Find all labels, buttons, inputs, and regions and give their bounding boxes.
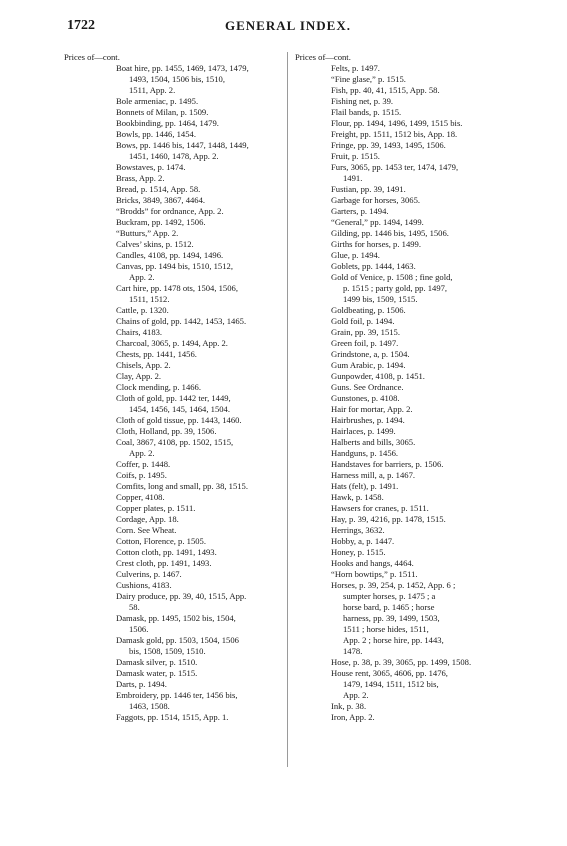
index-entry-line: 1463, 1508.	[129, 701, 170, 711]
index-entry-line: Hawk, p. 1458.	[331, 492, 384, 502]
index-entry	[64, 360, 282, 371]
index-entry-line: Gunstones, p. 4108.	[331, 393, 400, 403]
index-entry-line: Corn. See Wheat.	[116, 525, 177, 535]
index-entry	[295, 239, 523, 250]
index-entry-line: Chains of gold, pp. 1442, 1453, 1465.	[116, 316, 247, 326]
index-entry-line: Damask water, p. 1515.	[116, 668, 198, 678]
index-entry-line: Bows, pp. 1446 bis, 1447, 1448, 1449,	[116, 140, 249, 150]
index-entry-line: Grain, pp. 39, 1515.	[331, 327, 400, 337]
index-entry	[64, 96, 282, 107]
index-entry	[295, 96, 523, 107]
index-entry	[64, 63, 282, 96]
index-entry	[64, 283, 282, 305]
index-entry-line: Gum Arabic, p. 1494.	[331, 360, 406, 370]
index-entry-line: Brass, App. 2.	[116, 173, 165, 183]
index-entry	[64, 239, 282, 250]
index-entry	[295, 481, 523, 492]
index-entry	[295, 393, 523, 404]
index-entry	[64, 173, 282, 184]
index-entry	[64, 536, 282, 547]
index-entry	[295, 426, 523, 437]
index-entry-line: App. 2.	[129, 448, 155, 458]
index-entry-line: Charcoal, 3065, p. 1494, App. 2.	[116, 338, 228, 348]
page-title: GENERAL INDEX.	[225, 18, 351, 33]
index-entry	[295, 382, 523, 393]
index-entry-line: sumpter horses, p. 1475 ; a	[343, 591, 436, 601]
index-entry-line: Clock mending, p. 1466.	[116, 382, 201, 392]
index-entry	[64, 195, 282, 206]
index-entry-line: Hair for mortar, App. 2.	[331, 404, 413, 414]
index-entry-line: Bole armeniac, p. 1495.	[116, 96, 199, 106]
index-entry-line: Gold foil, p. 1494.	[331, 316, 395, 326]
index-entry-line: “Brodds” for ordnance, App. 2.	[116, 206, 224, 216]
index-entry-line: Fringe, pp. 39, 1493, 1495, 1506.	[331, 140, 446, 150]
index-entry-line: Horses, p. 39, 254, p. 1452, App. 6 ;	[331, 580, 456, 590]
index-entry-line: 1511, 1512.	[129, 294, 170, 304]
index-entry	[295, 316, 523, 327]
index-entry-line: Garters, p. 1494.	[331, 206, 389, 216]
index-entry	[64, 558, 282, 569]
index-entry-line: Comfits, long and small, pp. 38, 1515.	[116, 481, 249, 491]
index-entry-line: Hay, p. 39, 4216, pp. 1478, 1515.	[331, 514, 446, 524]
index-entry-line: Bread, p. 1514, App. 58.	[116, 184, 201, 194]
index-entry-line: Culverins, p. 1467.	[116, 569, 182, 579]
index-entry-line: Herrings, 3632.	[331, 525, 385, 535]
index-entry	[64, 184, 282, 195]
index-entry	[295, 569, 523, 580]
index-entry-line: Copper, 4108.	[116, 492, 165, 502]
index-entry-line: 1478.	[343, 646, 363, 656]
index-entry-line: Fustian, pp. 39, 1491.	[331, 184, 406, 194]
index-entry-line: Cotton, Florence, p. 1505.	[116, 536, 206, 546]
index-entry-line: Halberts and bills, 3065.	[331, 437, 416, 447]
index-entry	[64, 327, 282, 338]
index-entry	[64, 228, 282, 239]
index-entry	[64, 580, 282, 591]
index-entry-line: Crest cloth, pp. 1491, 1493.	[116, 558, 212, 568]
index-entry-line: Buckram, pp. 1492, 1506.	[116, 217, 206, 227]
index-entry-line: Coffer, p. 1448.	[116, 459, 171, 469]
index-entry	[64, 503, 282, 514]
index-entry-line: Gold of Venice, p. 1508 ; fine gold,	[331, 272, 453, 282]
index-entry-line: Chisels, App. 2.	[116, 360, 171, 370]
index-entry-line: harness, pp. 39, 1499, 1503,	[343, 613, 440, 623]
index-entry	[295, 327, 523, 338]
index-entry	[64, 459, 282, 470]
index-entry-line: Coifs, p. 1495.	[116, 470, 167, 480]
index-entry	[64, 492, 282, 503]
index-entry-line: Chests, pp. 1441, 1456.	[116, 349, 197, 359]
left-column	[64, 52, 282, 723]
index-entry	[295, 701, 523, 712]
index-entry-line: Cotton cloth, pp. 1491, 1493.	[116, 547, 217, 557]
column-heading: Prices of—cont.	[64, 52, 120, 62]
index-entry	[295, 206, 523, 217]
index-entry-line: Cloth, Holland, pp. 39, 1506.	[116, 426, 217, 436]
index-entry-line: Hose, p. 38, p. 39, 3065, pp. 1499, 1508.	[331, 657, 472, 667]
index-entry-line: Canvas, pp. 1494 bis, 1510, 1512,	[116, 261, 233, 271]
index-entry	[295, 415, 523, 426]
index-entry-line: “Fine glase,” p. 1515.	[331, 74, 406, 84]
index-entry-line: App. 2.	[129, 272, 155, 282]
index-entry	[295, 503, 523, 514]
index-entry	[64, 569, 282, 580]
index-entry	[295, 184, 523, 195]
index-entry-line: Cattle, p. 1320.	[116, 305, 169, 315]
index-entry-line: App. 2 ; horse hire, pp. 1443,	[343, 635, 444, 645]
index-entry-line: Fruit, p. 1515.	[331, 151, 380, 161]
index-entry-line: Bookbinding, pp. 1464, 1479.	[116, 118, 219, 128]
index-entry-line: Harness mill, a, p. 1467.	[331, 470, 416, 480]
index-entry-line: Furs, 3065, pp. 1453 ter, 1474, 1479,	[331, 162, 459, 172]
index-entry-line: Copper plates, p. 1511.	[116, 503, 196, 513]
index-entry	[64, 261, 282, 283]
index-entry-line: Boat hire, pp. 1455, 1469, 1473, 1479,	[116, 63, 249, 73]
index-entry	[295, 162, 523, 184]
index-entry-line: House rent, 3065, 4606, pp. 1476,	[331, 668, 448, 678]
index-entry-line: Garbage for horses, 3065.	[331, 195, 421, 205]
index-entry	[295, 305, 523, 316]
index-entry-line: Cart hire, pp. 1478 ots, 1504, 1506,	[116, 283, 238, 293]
index-entry-line: Gilding, pp. 1446 bis, 1495, 1506.	[331, 228, 449, 238]
index-entry-line: Dairy produce, pp. 39, 40, 1515, App.	[116, 591, 247, 601]
index-entry	[64, 613, 282, 635]
index-entry	[64, 679, 282, 690]
index-entry	[64, 668, 282, 679]
index-entry	[64, 437, 282, 459]
index-entry	[295, 140, 523, 151]
index-entry	[295, 349, 523, 360]
index-entry-line: 1454, 1456, 145, 1464, 1504.	[129, 404, 230, 414]
index-entry-line: “Butturs,” App. 2.	[116, 228, 179, 238]
index-entry-line: Bowstaves, p. 1474.	[116, 162, 186, 172]
index-entry	[64, 547, 282, 558]
right-column	[295, 52, 523, 723]
index-entry	[295, 74, 523, 85]
index-entry	[295, 118, 523, 129]
index-entry	[295, 228, 523, 239]
index-entry-line: Hooks and hangs, 4464.	[331, 558, 414, 568]
index-entry-line: “General,” pp. 1494, 1499.	[331, 217, 424, 227]
index-entry	[64, 393, 282, 415]
index-entry	[295, 217, 523, 228]
index-entry-line: Damask silver, p. 1510.	[116, 657, 198, 667]
index-entry	[295, 107, 523, 118]
index-entry	[295, 536, 523, 547]
index-entry-line: Gunpowder, 4108, p. 1451.	[331, 371, 425, 381]
index-entry-line: p. 1515 ; party gold, pp. 1497,	[343, 283, 448, 293]
index-entry-line: Cloth of gold, pp. 1442 ter, 1449,	[116, 393, 231, 403]
index-entry	[64, 206, 282, 217]
index-entry-line: “Horn bowtips,” p. 1511.	[331, 569, 418, 579]
index-entry-line: Girths for horses, p. 1499.	[331, 239, 421, 249]
index-entry-line: Cloth of gold tissue, pp. 1443, 1460.	[116, 415, 242, 425]
index-entry-line: Iron, App. 2.	[331, 712, 375, 722]
index-entry	[64, 525, 282, 536]
index-entry	[64, 712, 282, 723]
index-entry-line: App. 2.	[343, 690, 369, 700]
index-entry-line: Fish, pp. 40, 41, 1515, App. 58.	[331, 85, 440, 95]
index-entry-line: Hobby, a, p. 1447.	[331, 536, 395, 546]
column-heading: Prices of—cont.	[295, 52, 351, 62]
index-entry-line: 1491.	[343, 173, 363, 183]
index-entry-line: horse bard, p. 1465 ; horse	[343, 602, 435, 612]
index-entry	[64, 635, 282, 657]
index-entry	[295, 470, 523, 481]
index-entry	[64, 470, 282, 481]
index-entry	[295, 459, 523, 470]
index-entry-line: Felts, p. 1497.	[331, 63, 380, 73]
index-entry-line: 1493, 1504, 1506 bis, 1510,	[129, 74, 225, 84]
index-entry	[295, 514, 523, 525]
index-entry	[64, 162, 282, 173]
index-entry	[64, 657, 282, 668]
index-entry-line: Chairs, 4183.	[116, 327, 163, 337]
index-entry-line: Calves’ skins, p. 1512.	[116, 239, 194, 249]
index-entry	[295, 338, 523, 349]
index-entry	[64, 217, 282, 228]
index-entry-line: Handstaves for barriers, p. 1506.	[331, 459, 444, 469]
index-entry	[64, 140, 282, 162]
index-entry	[295, 558, 523, 569]
index-entry	[295, 371, 523, 382]
index-entry-line: Darts, p. 1494.	[116, 679, 167, 689]
index-entry	[64, 514, 282, 525]
index-entry	[295, 580, 523, 657]
index-entry	[295, 437, 523, 448]
index-entry-line: 58.	[129, 602, 140, 612]
index-entry-line: Bricks, 3849, 3867, 4464.	[116, 195, 206, 205]
page-number: 1722	[67, 18, 95, 33]
index-entry	[64, 415, 282, 426]
index-entry	[64, 371, 282, 382]
index-entry-line: Green foil, p. 1497.	[331, 338, 399, 348]
index-entry	[64, 349, 282, 360]
index-entry	[295, 404, 523, 415]
index-entry	[64, 129, 282, 140]
index-entry	[295, 712, 523, 723]
index-entry	[64, 118, 282, 129]
column-divider	[287, 52, 288, 767]
index-entry	[64, 250, 282, 261]
index-entry	[64, 338, 282, 349]
index-entry-line: Goblets, pp. 1444, 1463.	[331, 261, 416, 271]
index-entry	[64, 481, 282, 492]
index-entry-line: Grindstone, a, p. 1504.	[331, 349, 410, 359]
index-entry-line: Damask gold, pp. 1503, 1504, 1506	[116, 635, 239, 645]
index-entry-line: 1511, App. 2.	[129, 85, 176, 95]
index-entry-line: Clay, App. 2.	[116, 371, 162, 381]
index-entry-line: Guns. See Ordnance.	[331, 382, 404, 392]
index-entry-line: Hairbrushes, p. 1494.	[331, 415, 405, 425]
index-entry	[295, 85, 523, 96]
index-entry-line: Fishing net, p. 39.	[331, 96, 394, 106]
index-entry-line: Cushions, 4183.	[116, 580, 172, 590]
index-entry	[295, 448, 523, 459]
index-entry	[64, 107, 282, 118]
index-entry-line: Ink, p. 38.	[331, 701, 367, 711]
index-entry-line: 1479, 1494, 1511, 1512 bis,	[343, 679, 439, 689]
index-entry	[295, 63, 523, 74]
index-entry	[64, 690, 282, 712]
index-entry-line: Embroidery, pp. 1446 ter, 1456 bis,	[116, 690, 238, 700]
index-entry-line: Honey, p. 1515.	[331, 547, 386, 557]
index-entry	[295, 360, 523, 371]
index-entry-line: Handguns, p. 1456.	[331, 448, 399, 458]
index-entry	[64, 591, 282, 613]
page-header	[0, 18, 567, 38]
index-entry	[64, 426, 282, 437]
index-entry-line: Flour, pp. 1494, 1496, 1499, 1515 bis.	[331, 118, 463, 128]
index-entry-line: Bowls, pp. 1446, 1454.	[116, 129, 196, 139]
index-entry-line: 1451, 1460, 1478, App. 2.	[129, 151, 219, 161]
index-entry	[295, 657, 523, 668]
index-entry-line: Goldbeating, p. 1506.	[331, 305, 406, 315]
index-entry-line: Faggots, pp. 1514, 1515, App. 1.	[116, 712, 229, 722]
index-entry	[64, 316, 282, 327]
index-entry-line: 1506.	[129, 624, 149, 634]
index-entry-line: Cordage, App. 18.	[116, 514, 179, 524]
index-entry-line: Hats (felt), p. 1491.	[331, 481, 399, 491]
index-entry-line: Hawsers for cranes, p. 1511.	[331, 503, 429, 513]
index-entry-line: 1499 bis, 1509, 1515.	[343, 294, 418, 304]
index-entry	[64, 382, 282, 393]
index-entry-line: 1511 ; horse hides, 1511,	[343, 624, 429, 634]
index-entry	[295, 250, 523, 261]
index-entry	[295, 547, 523, 558]
index-entry-line: Coal, 3867, 4108, pp. 1502, 1515,	[116, 437, 234, 447]
index-entry	[295, 261, 523, 272]
index-entry	[295, 525, 523, 536]
index-entry-line: Glue, p. 1494.	[331, 250, 380, 260]
index-entry	[295, 272, 523, 305]
index-entry-line: Bonnets of Milan, p. 1509.	[116, 107, 209, 117]
index-entry-line: bis, 1508, 1509, 1510.	[129, 646, 206, 656]
index-entry	[295, 129, 523, 140]
index-entry	[295, 668, 523, 701]
index-entry-line: Hairlaces, p. 1499.	[331, 426, 396, 436]
index-entry-line: Damask, pp. 1495, 1502 bis, 1504,	[116, 613, 236, 623]
index-entry-line: Freight, pp. 1511, 1512 bis, App. 18.	[331, 129, 458, 139]
index-entry	[64, 305, 282, 316]
index-entry	[295, 151, 523, 162]
index-entry	[295, 492, 523, 503]
index-entry-line: Candles, 4108, pp. 1494, 1496.	[116, 250, 224, 260]
index-entry	[295, 195, 523, 206]
index-entry-line: Flail bands, p. 1515.	[331, 107, 402, 117]
